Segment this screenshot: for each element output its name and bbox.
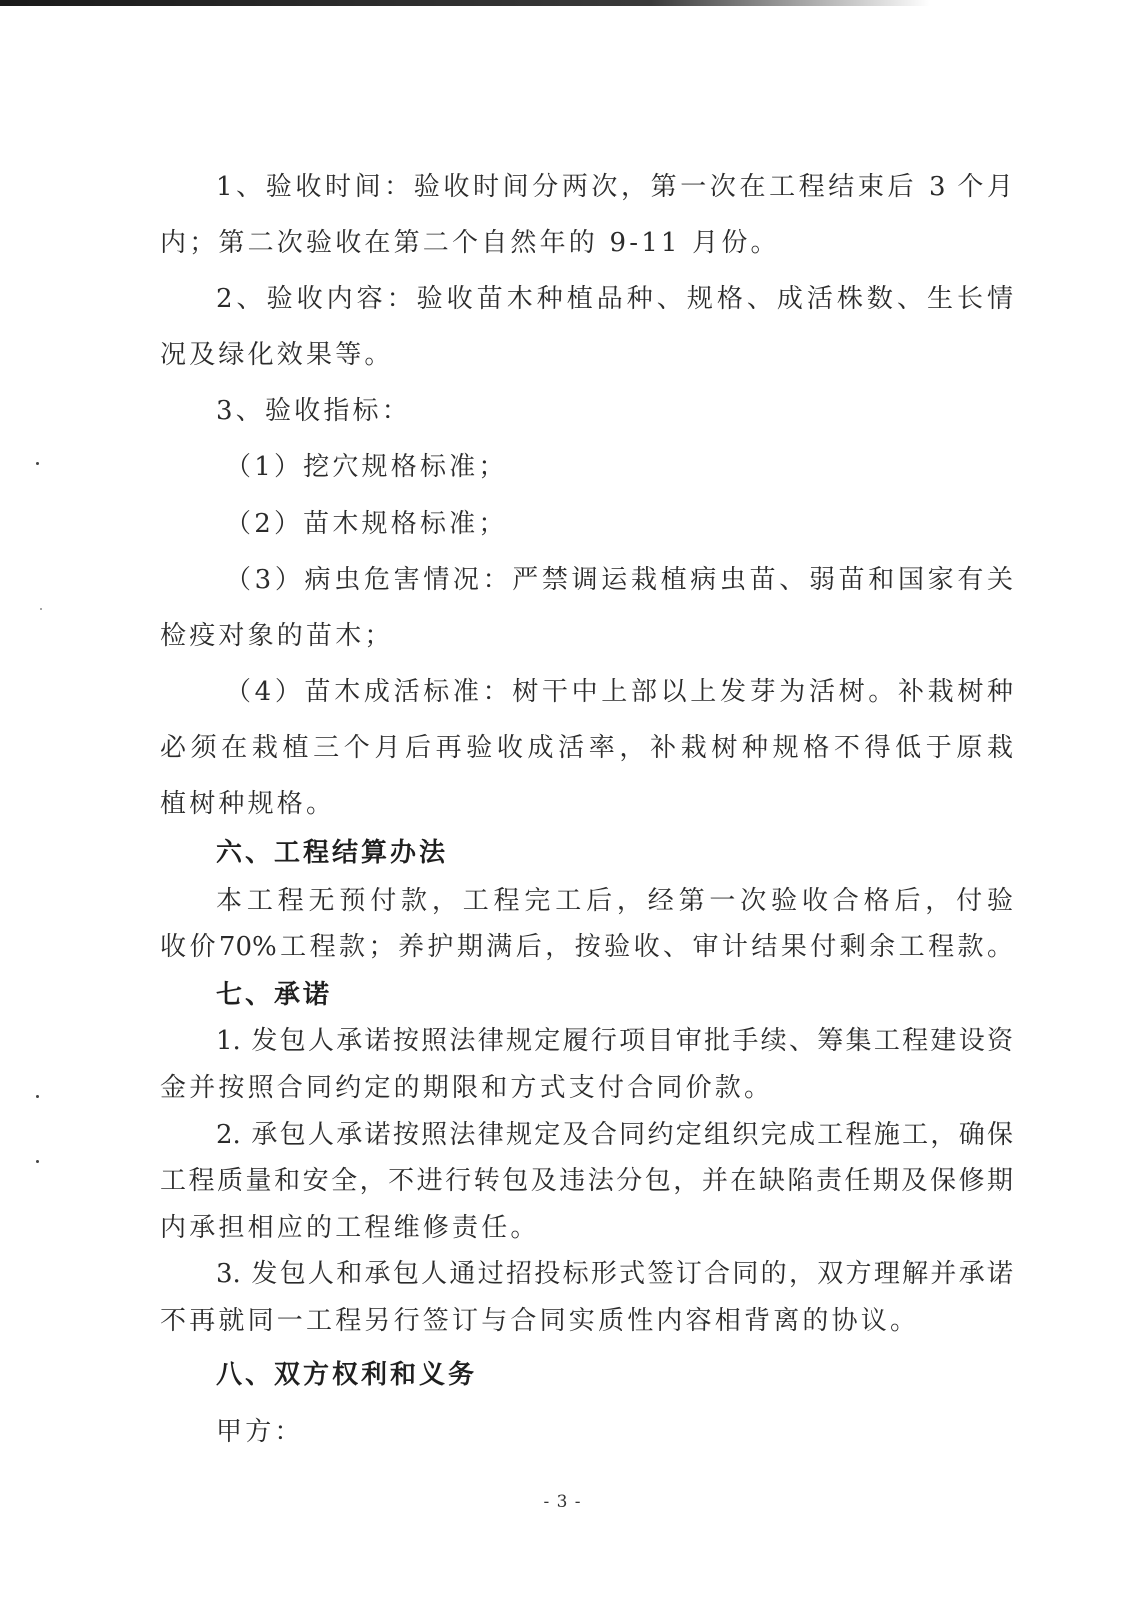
- text-line: （3）病虫危害情况：严禁调运栽植病虫苗、弱苗和国家有关: [225, 565, 1013, 595]
- text-line: （1）挖穴规格标准；: [225, 452, 508, 482]
- text-line: 检疫对象的苗木；: [160, 621, 394, 651]
- section-heading: 七、承诺: [216, 980, 333, 1010]
- text-line: 不再就同一工程另行签订与合同实质性内容相背离的协议。: [160, 1306, 920, 1336]
- section-heading: 八、双方权利和义务: [216, 1360, 478, 1390]
- text-line: 3、验收指标：: [216, 396, 411, 426]
- text-line: 工程质量和安全，不进行转包及违法分包，并在缺陷责任期及保修期: [160, 1166, 1013, 1196]
- text-line: 况及绿化效果等。: [160, 340, 394, 370]
- text-line: 必须在栽植三个月后再验收成活率，补栽树种规格不得低于原栽: [160, 733, 1013, 763]
- text-line: 本工程无预付款，工程完工后，经第一次验收合格后，付验: [216, 886, 1013, 916]
- section-heading: 六、工程结算办法: [216, 838, 449, 868]
- text-line: 2、验收内容：验收苗木种植品种、规格、成活株数、生长情: [216, 284, 1013, 314]
- text-line: 1. 发包人承诺按照法律规定履行项目审批手续、筹集工程建设资: [216, 1026, 1013, 1056]
- text-line: 2. 承包人承诺按照法律规定及合同约定组织完成工程施工，确保: [216, 1120, 1013, 1150]
- text-line: 收价70%工程款；养护期满后，按验收、审计结果付剩余工程款。: [160, 932, 1013, 962]
- text-line: （4）苗木成活标准：树干中上部以上发芽为活树。补栽树种: [225, 677, 1013, 707]
- text-line: 金并按照合同约定的期限和方式支付合同价款。: [160, 1073, 774, 1103]
- text-line: 3. 发包人和承包人通过招投标形式签订合同的，双方理解并承诺: [216, 1259, 1013, 1289]
- text-line: （2）苗木规格标准；: [225, 509, 508, 539]
- text-line: 内；第二次验收在第二个自然年的 9-11 月份。: [160, 228, 780, 258]
- text-line: 甲方：: [216, 1417, 304, 1447]
- page-number: - 3 -: [543, 1492, 582, 1512]
- text-line: 内承担相应的工程维修责任。: [160, 1213, 540, 1243]
- text-line: 植树种规格。: [160, 789, 336, 819]
- text-line: 1、验收时间：验收时间分两次，第一次在工程结束后 3 个月: [216, 172, 1013, 202]
